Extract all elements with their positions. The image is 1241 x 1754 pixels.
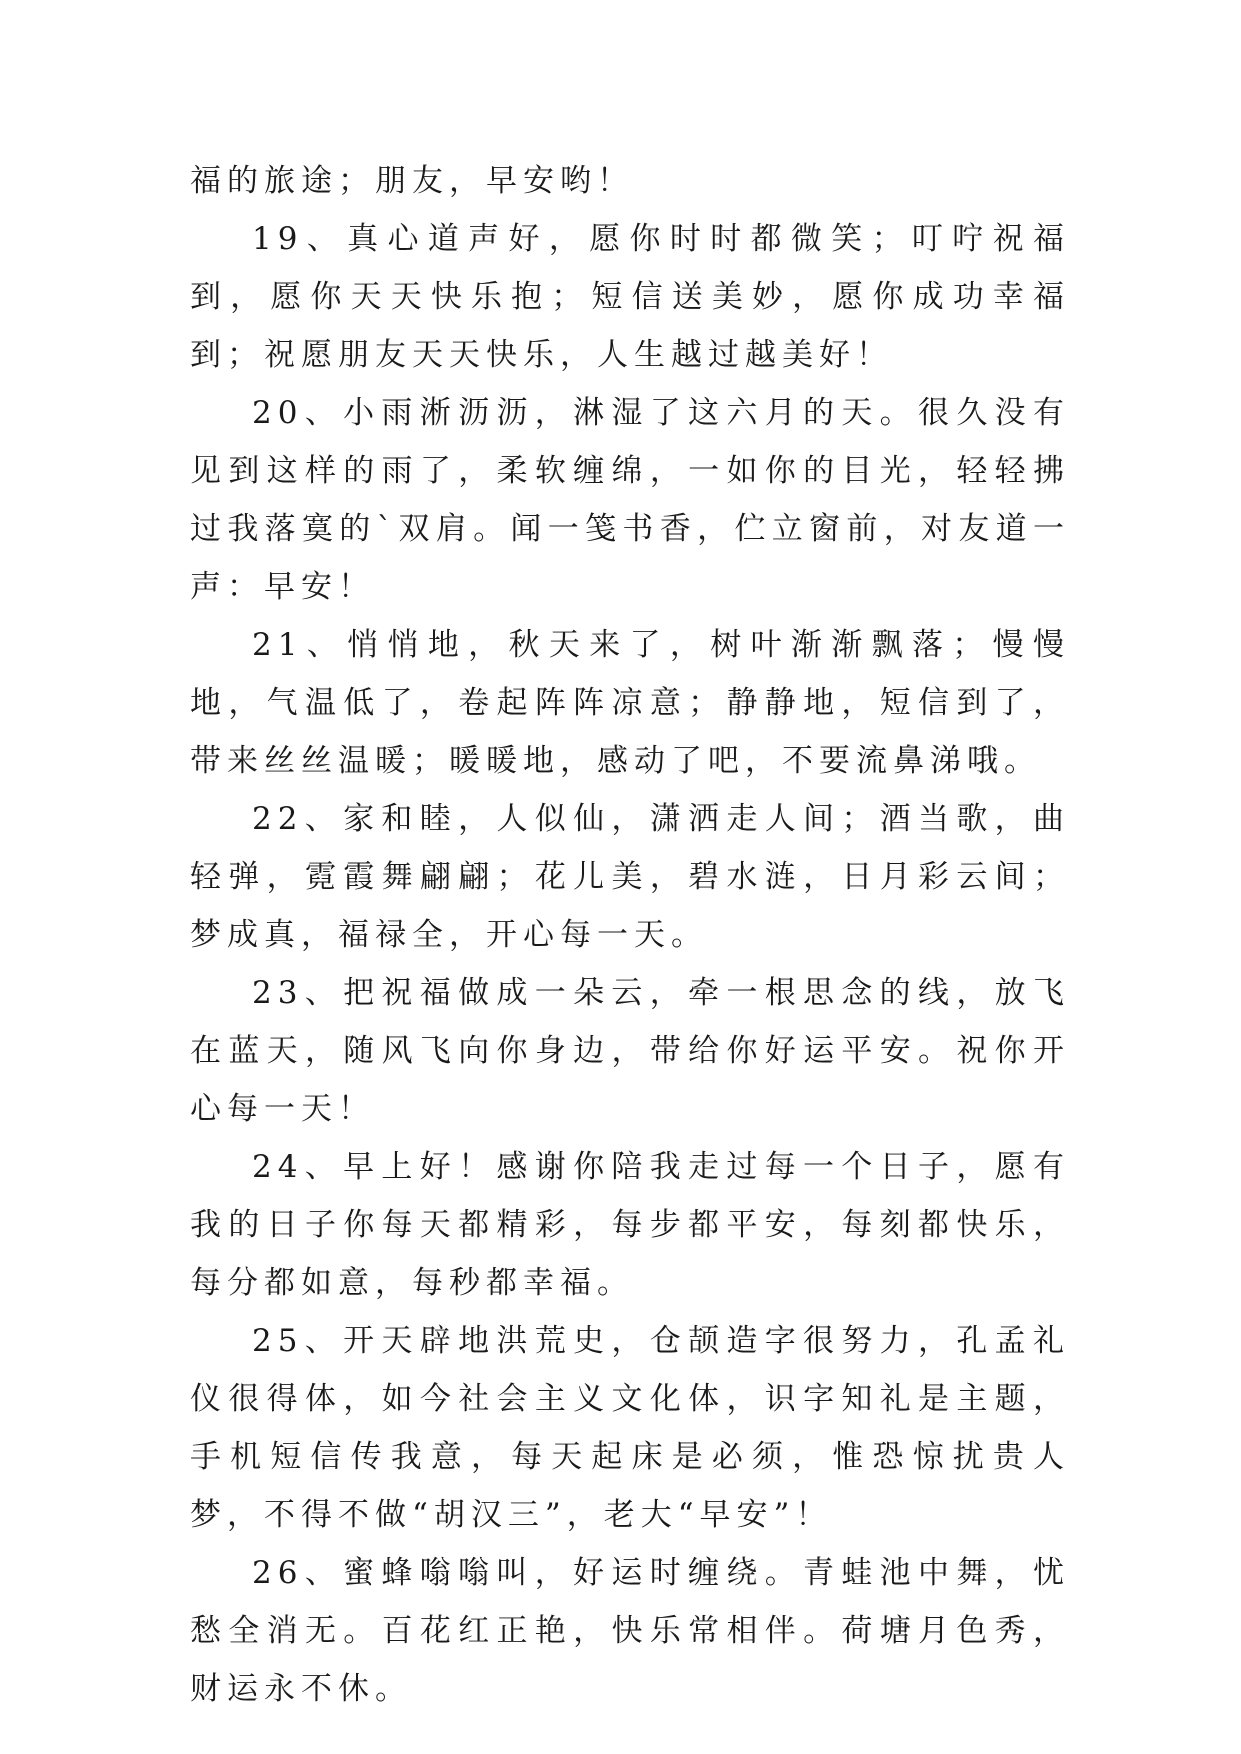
paragraph-23: 23、把祝福做成一朵云，牵一根思念的线，放飞在蓝天，随风飞向你身边，带给你好运平安。祝你开心每一天！ [190, 975, 1070, 1127]
paragraph-26: 26、蜜蜂嗡嗡叫，好运时缠绕。青蛙池中舞，忧愁全消无。百花红正艳，快乐常相伴。荷塘月色秀，财运永不休。 [190, 1555, 1070, 1707]
document-body [190, 152, 1070, 1718]
paragraph-continuation: 福的旅途；朋友，早安哟！ [190, 163, 634, 199]
paragraph-19: 19、真心道声好，愿你时时都微笑；叮咛祝福到，愿你天天快乐抱；短信送美妙，愿你成功幸福到；祝愿朋友天天快乐，人生越过越美好！ [190, 221, 1070, 373]
paragraph-24: 24、早上好！感谢你陪我走过每一个日子，愿有我的日子你每天都精彩，每步都平安，每刻都快乐，每分都如意，每秒都幸福。 [190, 1149, 1070, 1301]
paragraph-22: 22、家和睦，人似仙，潇洒走人间；酒当歌，曲轻弹，霓霞舞翩翩；花儿美，碧水涟，日月彩云间；梦成真，福禄全，开心每一天。 [190, 801, 1070, 953]
paragraph-25: 25、开天辟地洪荒史，仓颉造字很努力，孔孟礼仪很得体，如今社会主义文化体，识字知礼是主题，手机短信传我意，每天起床是必须，惟恐惊扰贵人梦，不得不做“胡汉三”，老大“早安”！ [190, 1323, 1070, 1533]
paragraph-21: 21、悄悄地，秋天来了，树叶渐渐飘落；慢慢地，气温低了，卷起阵阵凉意；静静地，短信到了，带来丝丝温暖；暖暖地，感动了吧，不要流鼻涕哦。 [190, 627, 1070, 779]
paragraph-20: 20、小雨淅沥沥，淋湿了这六月的天。很久没有见到这样的雨了，柔软缠绵，一如你的目光，轻轻拂过我落寞的`双肩。闻一笺书香，伫立窗前，对友道一声：早安！ [190, 395, 1070, 605]
